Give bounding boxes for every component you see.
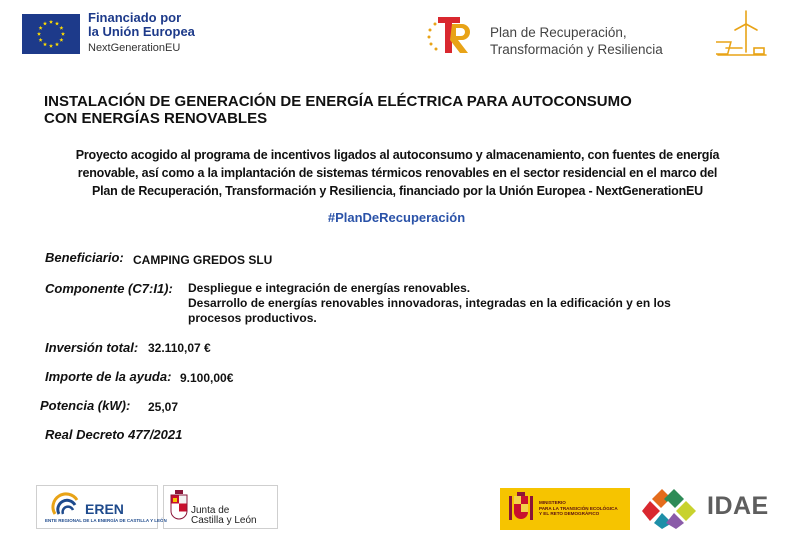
eren-logo-icon <box>51 492 81 518</box>
idae-name: IDAE <box>707 492 769 520</box>
potencia-value: 25,07 <box>148 400 179 414</box>
description-line3: Plan de Recuperación, Transformación y Resiliencia, financiado por la Unión Europea - NextGenerationEU <box>91 184 703 198</box>
ministerio-text <box>539 500 618 517</box>
eren-subtitle: ENTE REGIONAL DE LA ENERGÍA DE CASTILLA Y LEÓN <box>45 518 167 523</box>
inversion-value: 32.110,07 € <box>148 341 211 355</box>
description-line1: Proyecto acogido al programa de incentivos ligados al autoconsumo y almacenamiento, con fuentes de energía <box>75 148 720 162</box>
junta-text <box>191 506 257 526</box>
eren-logo <box>36 485 167 529</box>
project-description <box>30 146 765 200</box>
componente-line1: Despliegue e integración de energías renovables. <box>188 281 471 295</box>
description-line2: renovable, así como a la implantación de sistemas térmicos renovables en el sector residencial en el marco del <box>77 166 718 180</box>
junta-line2: Castilla y León <box>191 515 257 526</box>
eu-funding-text <box>88 11 195 55</box>
junta-line1: Junta de <box>191 505 230 516</box>
ministerio-line3: Y EL RETO DEMOGRÁFICO <box>539 511 600 516</box>
importe-label: Importe de la ayuda: <box>45 369 172 384</box>
ministerio-line1: MINISTERIO <box>539 500 566 505</box>
eu-line3: NextGenerationEU <box>88 42 181 54</box>
real-decreto-label: Real Decreto 477/2021 <box>45 427 183 442</box>
title-line2: CON ENERGÍAS RENOVABLES <box>44 110 268 127</box>
componente-line2: Desarrollo de energías renovables innovadoras, integradas en la edificación y en los <box>188 296 671 310</box>
componente-value <box>188 281 671 326</box>
inversion-label: Inversión total: <box>45 340 139 355</box>
ministerio-line2: PARA LA TRANSICIÓN ECOLÓGICA <box>539 505 618 511</box>
title-line1: INSTALACIÓN DE GENERACIÓN DE ENERGÍA ELÉCTRICA PARA AUTOCONSUMO <box>44 93 632 110</box>
importe-value: 9.100,00€ <box>180 371 234 385</box>
eu-line2: la Unión Europea <box>88 24 195 39</box>
componente-label: Componente (C7:I1): <box>45 281 173 296</box>
eren-name: EREN <box>85 501 124 517</box>
idae-logo-icon <box>642 487 702 529</box>
potencia-label: Potencia (kW): <box>40 398 131 413</box>
beneficiario-label: Beneficiario: <box>45 250 124 265</box>
eu-flag-icon <box>22 14 80 54</box>
hashtag: #PlanDeRecuperación <box>327 210 466 225</box>
prtr-logo-icon <box>426 12 476 56</box>
page-title <box>44 93 764 127</box>
spain-coat-of-arms-icon <box>508 492 534 526</box>
recovery-plan-text <box>490 24 663 58</box>
jcyl-shield-icon <box>170 490 188 522</box>
junta-logo <box>163 485 278 529</box>
wind-solar-icon <box>716 8 768 60</box>
recovery-plan-line1: Plan de Recuperación, <box>490 25 627 40</box>
recovery-plan-line2: Transformación y Resiliencia <box>490 42 663 57</box>
componente-line3: procesos productivos. <box>188 311 317 325</box>
beneficiario-value: CAMPING GREDOS SLU <box>133 253 273 267</box>
eu-line1: Financiado por <box>88 10 182 25</box>
ministerio-logo <box>500 488 630 530</box>
